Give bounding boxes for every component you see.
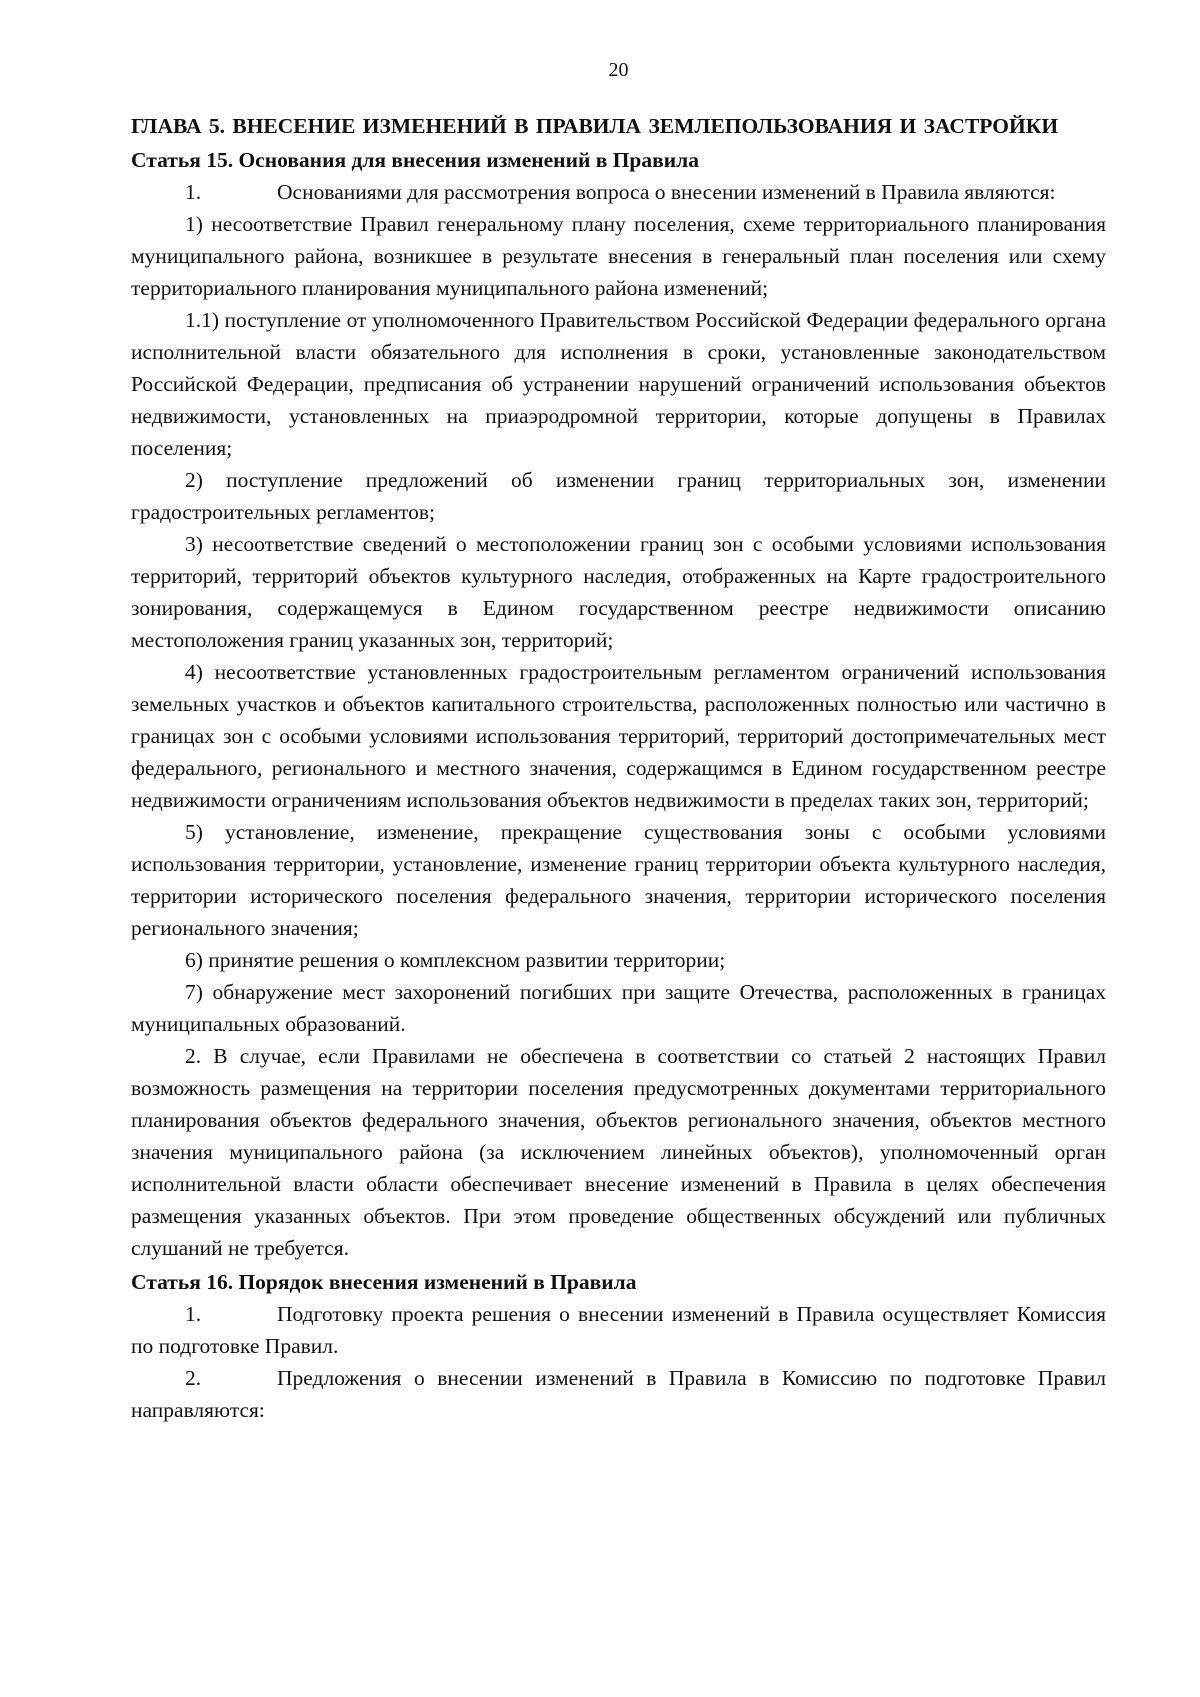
article-16-paragraph-1-number: 1. xyxy=(185,1302,202,1326)
chapter-title: ГЛАВА 5. ВНЕСЕНИЕ ИЗМЕНЕНИЙ В ПРАВИЛА ЗЕМЛЕПОЛЬЗОВАНИЯ И ЗАСТРОЙКИ xyxy=(131,114,1059,138)
article-16-paragraph-2-text: Предложения о внесении изменений в Правила в Комиссию по подготовке Правил направляются: xyxy=(131,1366,1106,1422)
article-16-title: Статья 16. Порядок внесения изменений в Правила xyxy=(131,1270,637,1294)
article-15-paragraph-1-number: 1. xyxy=(185,180,202,204)
article-15-paragraph-1 xyxy=(131,176,1106,208)
article-15-item-5: 5) установление, изменение, прекращение существования зоны с особыми условиями использования территории, установление, изменение границ территории объекта культурного наследия, территории исторического поселения федерального значения, территории исторического поселения регионального значения; xyxy=(131,820,1106,940)
page-number: 20 xyxy=(608,59,629,81)
article-15-item-4: 4) несоответствие установленных градостроительным регламентом ограничений использования земельных участков и объектов капитального строительства, расположенных полностью или частично в границах зон с особыми условиями использования территорий, территорий достопримечательных мест федерального, регионального и местного значения, содержащимся в Едином государственном реестре недвижимости ограничениям использования объектов недвижимости в пределах таких зон, территорий; xyxy=(131,660,1106,812)
article-16-paragraph-1 xyxy=(131,1298,1106,1362)
article-15-item-6: 6) принятие решения о комплексном развитии территории; xyxy=(185,948,726,972)
article-15-paragraph-1-text: Основаниями для рассмотрения вопроса о внесении изменений в Правила являются: xyxy=(277,180,1056,204)
article-15-title: Статья 15. Основания для внесения изменений в Правила xyxy=(131,148,699,172)
article-15-item-1: 1) несоответствие Правил генеральному плану поселения, схеме территориального планирования муниципального района, возникшее в результате внесения в генеральный план поселения или схему территориального планирования муниципального района изменений; xyxy=(131,212,1106,300)
article-15-item-1-1: 1.1) поступление от уполномоченного Правительством Российской Федерации федерального органа исполнительной власти обязательного для исполнения в сроки, установленные законодательством Российской Федерации, предписания об устранении нарушений ограничений использования объектов недвижимости, установленных на приаэродромной территории, которые допущены в Правилах поселения; xyxy=(131,308,1106,460)
document-body xyxy=(131,110,1106,1426)
article-15-paragraph-2: 2. В случае, если Правилами не обеспечена в соответствии со статьей 2 настоящих Правил возможность размещения на территории поселения предусмотренных документами территориального планирования объектов федерального значения, объектов регионального значения, объектов местного значения муниципального района (за исключением линейных объектов), уполномоченный орган исполнительной власти области обеспечивает внесение изменений в Правила в целях обеспечения размещения указанных объектов. При этом проведение общественных обсуждений или публичных слушаний не требуется. xyxy=(131,1044,1106,1260)
article-16-paragraph-1-text: Подготовку проекта решения о внесении изменений в Правила осуществляет Комиссия по подготовке Правил. xyxy=(131,1302,1106,1358)
article-16-paragraph-2-number: 2. xyxy=(185,1366,202,1390)
article-15-item-7: 7) обнаружение мест захоронений погибших при защите Отечества, расположенных в границах муниципальных образований. xyxy=(131,980,1106,1036)
article-15-item-2: 2) поступление предложений об изменении границ территориальных зон, изменении градостроительных регламентов; xyxy=(131,468,1106,524)
article-16-paragraph-2 xyxy=(131,1362,1106,1426)
article-15-item-3: 3) несоответствие сведений о местоположении границ зон с особыми условиями использования территорий, территорий объектов культурного наследия, отображенных на Карте градостроительного зонирования, содержащемуся в Едином государственном реестре недвижимости описанию местоположения границ указанных зон, территорий; xyxy=(131,532,1106,652)
